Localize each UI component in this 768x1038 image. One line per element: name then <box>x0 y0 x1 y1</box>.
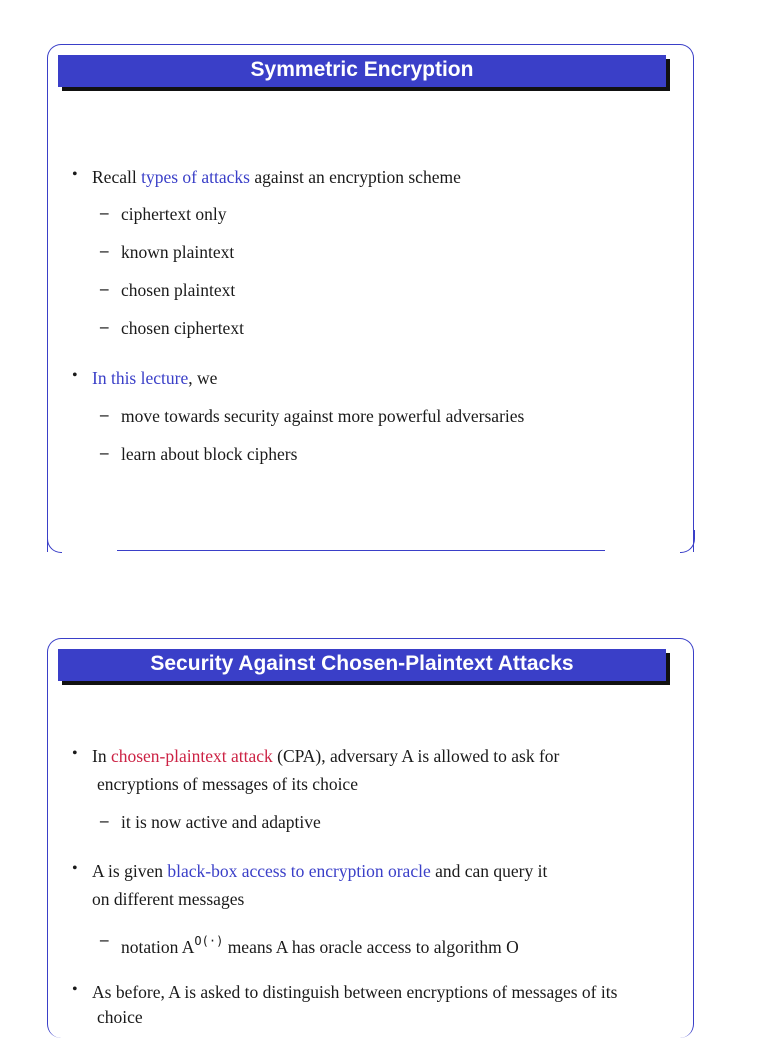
dash-icon: – <box>100 241 109 260</box>
sub-item: chosen ciphertext <box>121 318 244 338</box>
bullet-text <box>92 745 559 767</box>
bullet-text <box>92 367 217 389</box>
dash-icon: – <box>100 317 109 336</box>
slide-title: Symmetric Encryption <box>58 55 666 87</box>
bullet-text-continued: choice <box>97 1007 143 1027</box>
slide-cpa-security <box>47 638 694 1038</box>
text: against an encryption scheme <box>249 167 461 187</box>
oracle-superscript: O(·) <box>194 934 224 948</box>
text: Recall <box>92 167 142 187</box>
highlighted-term: black-box access to encryption oracle <box>167 861 431 881</box>
slide-title: Security Against Chosen-Plaintext Attacks <box>58 649 666 681</box>
slide-footer-rule <box>117 550 605 551</box>
sub-item: move towards security against more powerful adversaries <box>121 406 525 426</box>
text: means A has oracle access to algorithm O <box>223 937 519 957</box>
sub-item: it is now active and adaptive <box>121 812 321 832</box>
highlighted-term: types of attacks <box>141 167 250 187</box>
dash-icon: – <box>100 405 109 424</box>
sub-item: chosen plaintext <box>121 280 236 300</box>
bullet-text-continued: encryptions of messages of its choice <box>97 774 358 794</box>
bullet-icon: • <box>72 981 78 998</box>
text: and can query it <box>430 861 548 881</box>
dash-icon: – <box>100 930 109 949</box>
sub-item: learn about block ciphers <box>121 444 298 464</box>
highlighted-term: chosen-plaintext attack <box>110 746 273 766</box>
bullet-text <box>92 860 547 882</box>
dash-icon: – <box>100 279 109 298</box>
bullet-icon: • <box>72 860 78 877</box>
text: A is given <box>92 861 168 881</box>
sub-item: known plaintext <box>121 242 235 262</box>
bullet-icon: • <box>72 166 78 183</box>
bullet-icon: • <box>72 745 78 762</box>
bullet-text <box>92 166 461 188</box>
bullet-text-continued: on different messages <box>92 889 245 909</box>
text: In <box>92 746 111 766</box>
dash-icon: – <box>100 443 109 462</box>
bullet-icon: • <box>72 367 78 384</box>
bullet-text: As before, A is asked to distinguish between encryptions of messages of its <box>92 982 618 1002</box>
highlighted-term: In this lecture <box>92 368 189 388</box>
sub-item <box>121 930 519 958</box>
dash-icon: – <box>100 811 109 830</box>
text: notation A <box>121 937 195 957</box>
sub-item: ciphertext only <box>121 204 227 224</box>
dash-icon: – <box>100 203 109 222</box>
text: (CPA), adversary A is allowed to ask for <box>272 746 560 766</box>
text: , we <box>188 368 218 388</box>
